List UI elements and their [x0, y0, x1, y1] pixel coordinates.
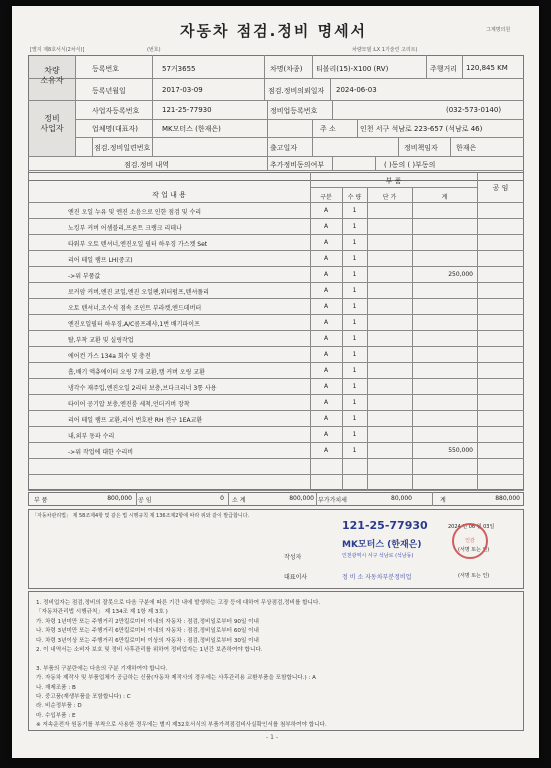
note-line: ※ 저속운전자 원동기를 부착으로 사용한 경우에는 별지 제32호서식의 부품가격점검비사실확인서를 첨부하여야 합니다. [36, 722, 327, 729]
part-qty: 1 [352, 207, 357, 214]
detail-label: 점검.정비 내역 [124, 161, 170, 169]
note-line: 마. 수입부품 : E [36, 712, 76, 719]
sign-note: (서명 또는 인) [458, 547, 490, 553]
work-description: 엔진 오일 누유 및 엔진 소음으로 인한 점검 및 수리 [68, 209, 202, 216]
form-sequence: (번호) [147, 47, 161, 53]
stamp-shop-name: MK모터스 (한재은) [342, 540, 422, 550]
work-description: 흡,배기 액츄에이터 오링 7개 교환,캠 커버 오링 교환 [68, 369, 205, 376]
part-qty: 1 [352, 335, 357, 342]
note-line: 3. 부품의 구분란에는 다음의 구분 기재하여야 합니다. [36, 665, 168, 672]
model-label: 차명(차종) [270, 65, 303, 73]
parts-column-header: 부 품 [385, 177, 402, 185]
work-description: 타워부 오토 텐셔너,엔진오일 필터 하우징 가스켓 Set [68, 241, 208, 248]
issuer-role: 대표이사 [284, 574, 308, 581]
note-line: 라. 비순정부품 : D [36, 703, 82, 710]
request-date-label: 점검.정비의뢰일자 [268, 87, 325, 95]
note-line: 가. 자동차 제작사 및 부품업체가 공급하는 신품(자동차 제작사의 경우에는 사후관리용 교환부품을 포함합니다.) : A [36, 675, 316, 682]
owner-section-label: 차량 소유자 [40, 66, 64, 85]
shop-name-label: 업체명(대표자) [92, 125, 139, 133]
note-line: 「자동차관리법 시행규칙」 제 134조 제 1항 제 3호 ) [36, 609, 168, 616]
part-class: A [323, 335, 329, 342]
part-qty: 1 [352, 255, 357, 262]
row-divider [28, 250, 524, 251]
shop-name-value: MK모터스 (한재은) [162, 125, 221, 133]
reg-no-label: 등록번호 [92, 65, 120, 73]
extra-consent-value: ( )동의 ( )부동의 [384, 161, 436, 169]
extra-consent-label: 추가정비동의여부 [270, 161, 325, 169]
part-class: A [323, 303, 329, 310]
issuer-label: 작성자 [284, 554, 302, 561]
qty-subheader: 수 량 [347, 194, 362, 201]
address-label: 주 소 [320, 125, 336, 133]
stamp-biz-no: 121-25-77930 [342, 519, 428, 532]
work-description: ->위 작업에 대한 수리비 [68, 449, 134, 456]
work-description: 리어 테일 램프 교환,리어 번호판 RH 전구 1EA교환 [68, 417, 203, 424]
row-divider [28, 442, 524, 443]
invoice-sheet [12, 6, 539, 758]
work-description: 타이어 공기압 보충,엔진룸 세척,언더커버 장착 [68, 401, 190, 408]
row-divider [28, 346, 524, 347]
work-description: 냉각수 재주입,엔진오일 2리터 보충,브다크리너 3통 사용 [68, 385, 217, 392]
work-description: 오토 텐셔너,조수석 점속 조인트 부라켓,엔드데버터 [68, 305, 202, 312]
part-sum: 550,000 [448, 447, 473, 454]
labor-total-value: 0 [220, 495, 224, 502]
page-number: - 1 - [266, 734, 278, 741]
row-divider [28, 314, 524, 315]
parts-total-value: 800,000 [107, 495, 132, 502]
work-description: 내,외부 동파 수리 [68, 433, 115, 440]
note-line: 2. 이 내역서는 소비자 보호 및 정비 사후관리를 위하여 정비업자는 1년간 보존하여야 합니다. [36, 647, 263, 653]
labor-total-label: 공 임 [138, 497, 152, 504]
part-qty: 1 [352, 223, 357, 230]
part-class: A [323, 399, 329, 406]
row-divider [28, 234, 524, 235]
note-line: 나. 재제조품 : B [36, 684, 76, 691]
subtotal-label: 소 계 [232, 497, 246, 504]
mileage-value: 120,845 KM [466, 64, 508, 72]
part-class: A [323, 271, 329, 278]
work-description: 엔진오일필터 하우징,A/C콤프레샤,1번 배기파이프 [68, 321, 200, 328]
signature-block [28, 509, 524, 589]
part-class: A [323, 255, 329, 262]
part-class: A [323, 431, 329, 438]
part-class: A [323, 239, 329, 246]
corner-note: 그계명의원 [486, 27, 511, 33]
business-section-label: 정비 사업자 [40, 114, 64, 133]
biz-no-label: 사업자등록번호 [92, 107, 140, 115]
law-statement: 「자동차관리법」 제 58조제4항 및 같은 법 시행규칙 제 136조제2항에 따라 위와 같이 발급합니다. [32, 513, 250, 519]
work-description: ->위 부품값 [68, 273, 101, 280]
reg-date-value: 2017-03-09 [162, 86, 203, 94]
issue-date: 2024 년 06 월 03일 [448, 524, 495, 530]
subtotal-value: 800,000 [289, 495, 314, 502]
period-label: 점검.정비일련번호 [94, 144, 151, 152]
note-line: 다. 차령 3년이상 또는 주행거리 6만킬로미터 이상의 자동차 : 점검,정비일로부터 30일 이내 [36, 637, 259, 644]
part-qty: 1 [352, 287, 357, 294]
vat-label: 부가가치세 [318, 497, 347, 504]
row-divider [28, 410, 524, 411]
row-divider [28, 426, 524, 427]
shop-no-label: 정비업등록번호 [270, 107, 318, 115]
part-class: A [323, 287, 329, 294]
note-line: 1. 정비업자는 점검,정비의 잘못으로 다음 구분에 따른 기간 내에 발생하는 고장 등에 대하여 무상점검,정비를 합니다. [36, 600, 321, 606]
work-description: 탈,부착 교환 및 실링작업 [68, 337, 134, 344]
part-qty: 1 [352, 447, 357, 454]
sum-subheader: 계 [441, 194, 448, 201]
reg-date-label: 등록년월일 [92, 87, 126, 95]
stamp-address: 인천광역시 서구 석남로 (석남동) [342, 553, 414, 559]
vehicle-type-label: 차량모델 : [352, 47, 375, 53]
mechanic-value: 한재은 [456, 144, 477, 152]
row-divider [28, 218, 524, 219]
part-qty: 1 [352, 383, 357, 390]
part-class: A [323, 447, 329, 454]
document-title: 자동차 점검.정비 명세서 [180, 22, 368, 40]
shop-phone: (032-573-0140) [446, 106, 502, 114]
class-subheader: 구분 [320, 194, 332, 201]
form-reference: [별지 제8호서식(2차식)] [30, 47, 85, 53]
note-line: 가. 차령 1년미만 또는 주행거리 2만킬로미터 이내의 자동차 : 점검,정비일로부터 90일 이내 [36, 618, 259, 625]
work-description: 리어 테일 램프 LH(중고) [68, 257, 133, 264]
row-divider [28, 394, 524, 395]
row-divider [28, 490, 524, 491]
part-qty: 1 [352, 303, 357, 310]
part-class: A [323, 367, 329, 374]
work-description: 노킹부 커버 어셈블리,프론트 크랭크 리데나 [68, 225, 182, 232]
note-line: 다. 중고품(재생부품을 포함합니다) : C [36, 694, 131, 700]
model-value: 티볼리(15)-X100 (RV) [316, 65, 389, 73]
unit-subheader: 단 가 [382, 194, 397, 201]
out-date-label: 출고일자 [270, 144, 298, 152]
row-divider [28, 282, 524, 283]
work-column-header: 작 업 내 용 [152, 191, 186, 199]
grand-total-value: 880,000 [495, 495, 520, 502]
part-qty: 1 [352, 239, 357, 246]
part-class: A [323, 415, 329, 422]
parts-total-label: 부 품 [34, 497, 48, 504]
part-qty: 1 [352, 415, 357, 422]
stamp-address-line2: 정 비 소 자동차부분정비업 [342, 574, 412, 581]
company-seal-stamp: 인감 [452, 523, 488, 559]
part-class: A [323, 319, 329, 326]
part-sum: 250,000 [448, 271, 473, 278]
part-class: A [323, 223, 329, 230]
row-divider [28, 458, 524, 459]
part-class: A [323, 351, 329, 358]
part-qty: 1 [352, 399, 357, 406]
labor-column-header: 공 임 [492, 184, 509, 192]
part-qty: 1 [352, 319, 357, 326]
vat-value: 80,000 [391, 495, 412, 502]
mileage-label: 주행거리 [430, 65, 458, 73]
work-description: 로커암 커버,엔진 코일,엔진 오일팬,워터펌프,텐셔풀리 [68, 289, 209, 296]
note-line: 나. 차령 3년미만 또는 주행거리 6만킬로미터 이내의 자동차 : 점검,정비일로부터 60일 이내 [36, 628, 259, 635]
row-divider [28, 298, 524, 299]
mechanic-label: 정비책임자 [404, 144, 438, 152]
row-divider [28, 330, 524, 331]
request-date-value: 2024-06-03 [336, 86, 377, 94]
address-value: 인천 서구 석남로 223-657 (석남로 46) [360, 125, 483, 133]
sign-note-2: (서명 또는 인) [458, 573, 490, 579]
part-qty: 1 [352, 351, 357, 358]
part-qty: 1 [352, 431, 357, 438]
part-qty: 1 [352, 271, 357, 278]
row-divider [28, 378, 524, 379]
part-class: A [323, 207, 329, 214]
part-class: A [323, 383, 329, 390]
reg-no-value: 57거3655 [162, 65, 196, 73]
work-description: 에어컨 가스 134a 회수 및 충전 [68, 353, 151, 360]
vehicle-type-value: LX 1기술린 고리트) [374, 47, 418, 53]
biz-no-value: 121-25-77930 [162, 106, 212, 114]
row-divider [28, 362, 524, 363]
part-qty: 1 [352, 367, 357, 374]
grand-total-label: 계 [440, 497, 446, 504]
row-divider [28, 266, 524, 267]
row-divider [28, 474, 524, 475]
